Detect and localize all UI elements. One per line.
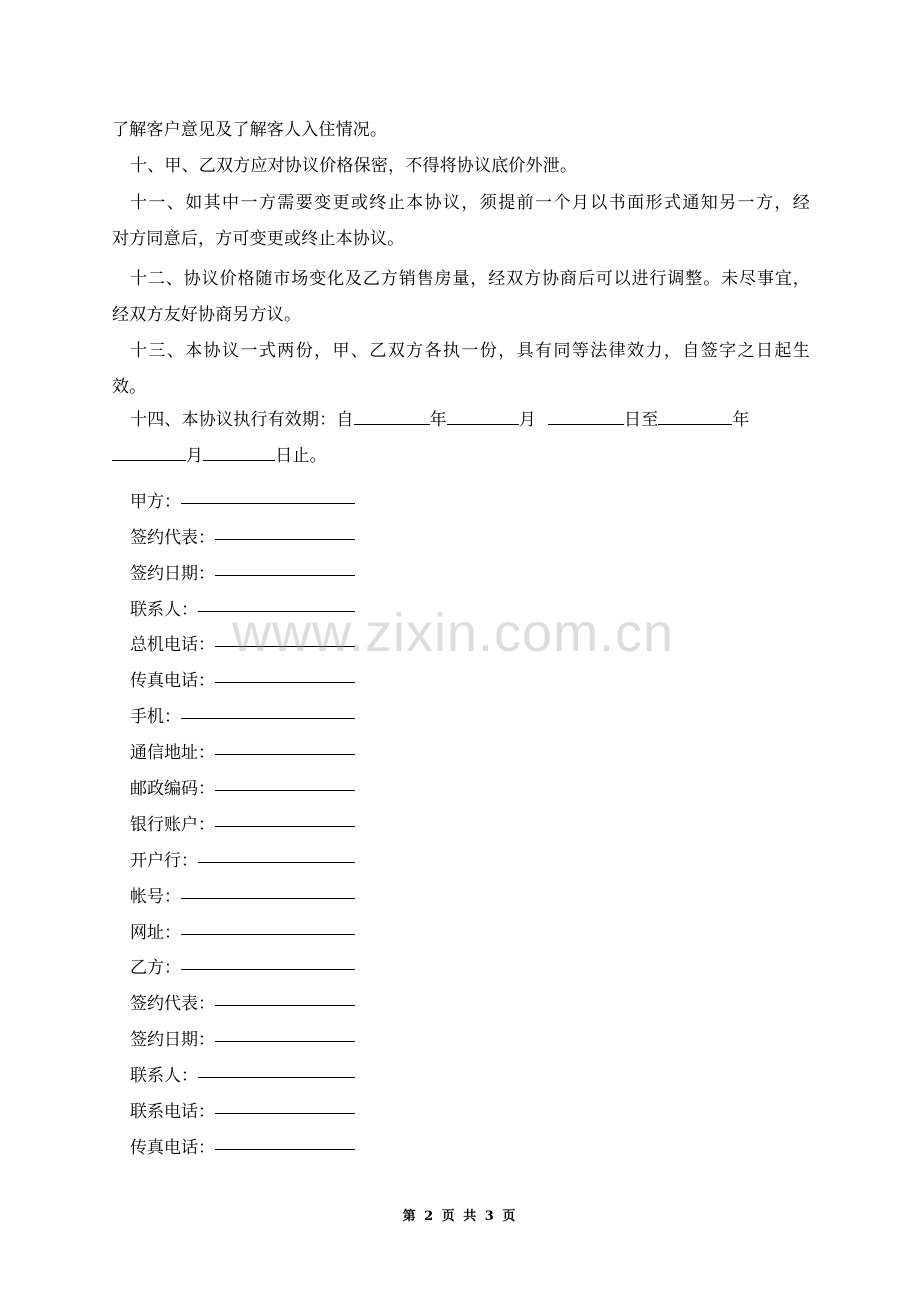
field-party-b-phone [130,1086,355,1122]
field-label: 邮政编码： [130,779,215,800]
field-party-b-sign-date [130,1014,355,1050]
field-label: 帐号： [130,886,181,907]
paragraph-clause-11 [112,185,810,257]
party-a-mobile-blank[interactable] [181,698,355,719]
paragraph-line: 经双方友好协商另方议。 [112,305,302,325]
paragraph-clause-14 [112,402,810,474]
field-label: 签约日期： [130,1030,215,1051]
month-label-2: 月 [186,446,204,466]
field-label: 联系人： [130,599,198,620]
field-party-a-bank-account [130,799,355,835]
field-label: 传真电话： [130,671,215,692]
paragraph-line: 十、甲、乙双方应对协议价格保密，不得将协议底价外泄。 [130,156,578,176]
field-party-a-postcode [130,763,355,799]
field-label: 总机电话： [130,635,215,656]
paragraph-clause-12 [112,261,810,333]
paragraph-line: 十二、协议价格随市场变化及乙方销售房量，经双方协商后可以进行调整。未尽事宜， [130,269,810,289]
party-a-sign-date-blank[interactable] [215,555,355,576]
paragraph-line: 效。 [112,377,147,397]
year-label: 年 [429,410,447,430]
validity-period-line-2 [112,438,810,474]
field-label: 通信地址： [130,743,215,764]
field-label: 网址： [130,922,181,943]
start-day-blank[interactable] [548,406,624,425]
party-a-fax-blank[interactable] [215,662,355,683]
party-a-bank-account-blank[interactable] [215,806,355,827]
field-label: 传真电话： [130,1137,215,1158]
paragraph-line: 十一、如其中一方需要变更或终止本协议，须提前一个月以书面形式通知另一方，经 [130,193,810,213]
field-party-a [130,476,355,512]
field-party-a-account-number [130,871,355,907]
page-number-footer: 第 2 页 共 3 页 [402,1209,518,1224]
paragraph-line: 了解客户意见及了解客人入住情况。 [112,120,388,140]
party-a-postcode-blank[interactable] [215,770,355,791]
month-label: 月 [518,410,537,430]
party-b-sign-date-blank[interactable] [215,1021,355,1042]
field-party-b [130,943,355,979]
party-b-blank[interactable] [181,949,355,970]
end-month-blank[interactable] [112,442,186,461]
party-a-blank[interactable] [181,483,355,504]
field-label: 甲方： [130,491,181,512]
watermark: www.zixin.com.cn [232,603,675,663]
field-party-b-fax [130,1122,355,1158]
party-b-phone-blank[interactable] [215,1093,355,1114]
end-day-blank[interactable] [203,442,275,461]
validity-period-line-1 [112,402,810,438]
paragraph-clause-13 [112,333,810,405]
paragraph-line: 十三、本协议一式两份，甲、乙双方各执一份，具有同等法律效力，自签字之日起生 [130,341,810,361]
field-party-a-address [130,727,355,763]
validity-prefix: 十四、本协议执行有效期：自 [130,410,354,430]
field-label: 联系人： [130,1066,198,1087]
field-label: 银行账户： [130,814,215,835]
paragraph-line: 对方同意后，方可变更或终止本协议。 [112,229,405,249]
field-label: 签约日期： [130,563,215,584]
field-label: 手机： [130,707,181,728]
start-month-blank[interactable] [447,406,519,425]
field-label: 签约代表： [130,527,215,548]
party-b-contact-blank[interactable] [198,1057,355,1078]
party-a-representative-blank[interactable] [215,519,355,540]
field-party-a-website [130,907,355,943]
field-party-b-representative [130,978,355,1014]
party-b-fax-blank[interactable] [215,1129,355,1150]
field-label: 联系电话： [130,1102,215,1123]
field-party-a-sign-date [130,548,355,584]
party-b-representative-blank[interactable] [215,985,355,1006]
field-label: 开户行： [130,850,198,871]
field-party-a-mobile [130,691,355,727]
end-label: 日止。 [275,446,327,466]
field-party-b-contact [130,1050,355,1086]
party-a-account-number-blank[interactable] [181,878,355,899]
paragraph-continuation [112,112,810,148]
year-label-2: 年 [732,410,750,430]
signature-fields [130,476,355,1158]
start-year-blank[interactable] [354,406,430,425]
field-party-a-bank [130,835,355,871]
end-year-blank[interactable] [658,406,732,425]
party-a-address-blank[interactable] [215,734,355,755]
paragraph-clause-10 [112,148,810,184]
field-label: 签约代表： [130,994,215,1015]
party-a-bank-blank[interactable] [198,842,355,863]
party-a-website-blank[interactable] [181,914,355,935]
day-to-label: 日至 [624,410,659,430]
field-label: 乙方： [130,958,181,979]
field-party-a-representative [130,512,355,548]
